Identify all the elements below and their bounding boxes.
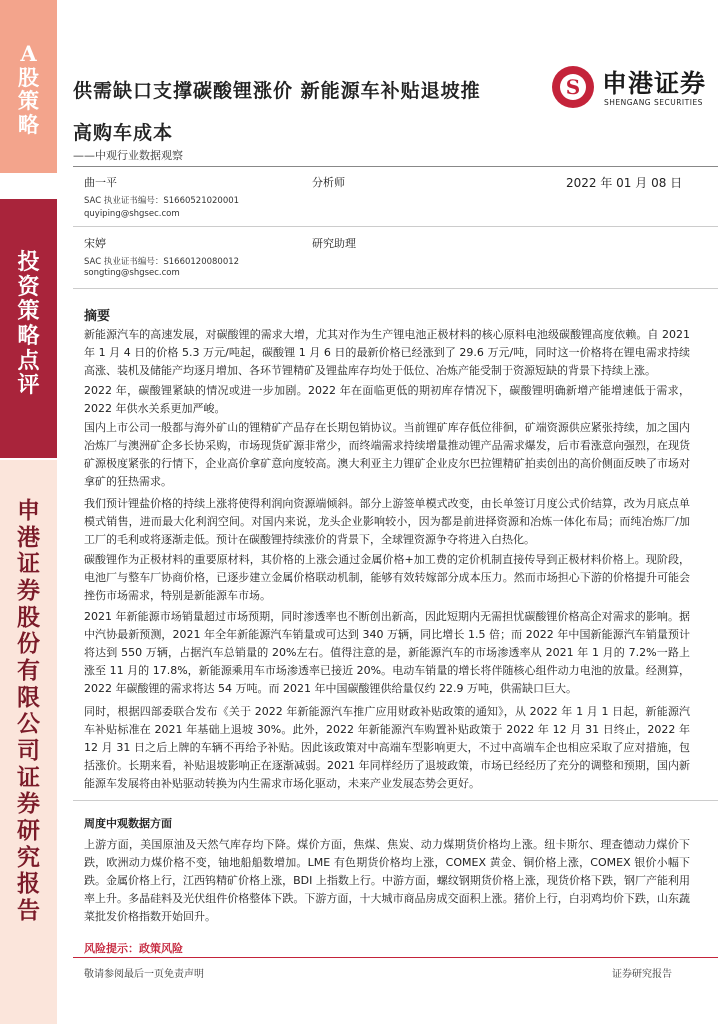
report-title-line1: 供需缺口支撑碳酸锂涨价 新能源车补贴退坡推 xyxy=(73,80,481,102)
sidebar-char: 略 xyxy=(17,322,40,349)
risk-divider xyxy=(73,957,718,958)
footer-disclaimer: 敬请参阅最后一页免责声明 xyxy=(84,969,204,980)
sidebar-char: 评 xyxy=(17,372,40,399)
sidebar-char: 券 xyxy=(17,577,40,605)
sidebar-char: 研 xyxy=(17,817,40,845)
report-subtitle: ——中观行业数据观察 xyxy=(73,149,183,162)
author1-email[interactable]: quyiping@shgsec.com xyxy=(84,209,180,219)
logo-name-cn: 申港证券 xyxy=(602,69,707,98)
author2-email[interactable]: songting@shgsec.com xyxy=(84,268,180,278)
sidebar-char: 报 xyxy=(17,870,40,898)
footer-report-type: 证券研究报告 xyxy=(612,969,672,980)
author-divider xyxy=(73,226,718,227)
author2-name: 宋婷 xyxy=(84,237,106,250)
sidebar-char: 证 xyxy=(17,763,40,791)
sidebar-char: 告 xyxy=(17,897,40,925)
sidebar-char: 股 xyxy=(17,603,40,631)
sidebar-char: 究 xyxy=(17,843,40,871)
sidebar-char: 司 xyxy=(17,737,40,765)
sidebar-report-type-label xyxy=(0,250,57,398)
sidebar-char: 券 xyxy=(17,790,40,818)
sidebar-char: 证 xyxy=(17,550,40,578)
summary-paragraph: 碳酸锂作为正极材料的重要原材料，其价格的上涨会通过金属价格+加工费的定价机制直接传导到正极材料价格上。现阶段，电池厂与整车厂协商价格，已逐步建立金属价格联动机制，能够有效转嫁部分成本压力。然而市场担心下游的价格提升可能会挫伤市场需求，特别是新能源车市场。 xyxy=(84,553,690,602)
sidebar-char: 股 xyxy=(18,64,39,90)
author2-role: 研究助理 xyxy=(312,237,356,250)
weekly-data-heading: 周度中观数据方面 xyxy=(84,817,172,830)
risk-warning: 风险提示：政策风险 xyxy=(84,942,183,955)
sidebar-char: 公 xyxy=(17,710,40,738)
sidebar-char: 投 xyxy=(17,249,40,275)
summary-paragraph: 我们预计锂盐价格的持续上涨将使得利润向资源端倾斜。部分上游签单模式改变，由长单签订月度公式价结算，改为月底点单模式销售，进而最大化利润空间。对国内来说，龙头企业影响较小，因为都是前进择资源和冶炼一体化布局；而纯冶炼厂/加工厂的毛利或将逐渐走低。预计在碳酸锂持续涨价的背景下，全球锂资源争夺将进入白热化。 xyxy=(84,497,690,546)
summary-paragraph: 同时，根据四部委联合发布《关于 2022 年新能源汽车推广应用财政补贴政策的通知》，从 2022 年 1 月 1 日起，新能源汽车补贴标准在 2021 年基础上退坡 30%。此外，2022 年新能源汽车购置补贴政策于 2022 年 12 月 31 日终止，2022 年 12 月 31 日之后上牌的车辆不再给予补贴。因此该政策对中高端车型影响更大，不过中高端车企也相应采取了应对措施，包括涨价。长期来看，补贴退坡影响正在逐渐减弱。2021 年同样经历了退坡政策，市场已经经历了充分的调整和预期，国内新能源车发展将由补贴驱动转换为内生需求市场化驱动，未来产业发展态势会更好。 xyxy=(84,705,690,790)
sidebar-char: 点 xyxy=(17,347,40,374)
author1-role: 分析师 xyxy=(312,176,345,189)
author1-name: 曲一平 xyxy=(84,176,117,189)
section-divider xyxy=(73,800,718,801)
sidebar-char: 申 xyxy=(17,497,40,524)
author1-sac: SAC 执业证书编号：S1660521020001 xyxy=(84,196,240,206)
summary-heading: 摘要 xyxy=(84,309,111,324)
report-date: 2022 年 01 月 08 日 xyxy=(566,176,683,190)
sidebar-char: 策 xyxy=(18,88,39,114)
sidebar-char: 有 xyxy=(17,657,40,685)
author2-sac: SAC 执业证书编号：S1660120080012 xyxy=(84,257,240,267)
logo-name-en: SHENGANG SECURITIES xyxy=(604,98,703,107)
company-logo xyxy=(548,62,718,114)
sidebar-category-label xyxy=(0,42,57,136)
summary-paragraph: 2022 年，碳酸锂紧缺的情况或进一步加剧。2022 年在面临更低的期初库存情况下，碳酸锂明确新增产能增速低于需求，2022 年供水关系更加严峻。 xyxy=(84,384,690,415)
logo-mark-letter: S xyxy=(565,75,581,99)
summary-paragraph: 2021 年新能源市场销量超过市场预期，同时渗透率也不断创出新高，因此短期内无需担忧碳酸锂价格高企对需求的影响。据中汽协最新预测，2021 年全年新能源汽车销量或可达到 340 万辆，同比增长 1.5 倍；而 2022 年中国新能源汽车销量预计将达到 550 万辆，占据汽车总销量的 20%左右。值得注意的是，新能源汽车的市场渗透率从 2021 年 1 月的 7.2%一路上涨至 11 月的 17.8%，新能源乘用车市场渗透率已接近 20%。电动车销量的增长将伴随核心组件动力电池的放量。经测算，2022 年碳酸锂的需求将达 54 万吨。而 2021 年中国碳酸锂供给量仅约 22.9 万吨，供需缺口巨大。 xyxy=(84,610,690,695)
sidebar-char: 资 xyxy=(17,273,40,300)
header-divider xyxy=(73,166,718,167)
sidebar-char: 策 xyxy=(17,298,40,325)
summary-paragraph: 新能源汽车的高速发展，对碳酸锂的需求大增，尤其对作为生产锂电池正极材料的核心原料电池级碳酸锂高度依赖。自 2021 年 1 月 4 日的价格 5.3 万元/吨起，碳酸锂 1 月 6 日的最新价格已经涨到了 29.6 万元/吨，同时这一价格将在锂电需求持续高涨、装机及储能产均逐月增加、各环节锂精矿及锂盐库存均处于低位、冶炼产能受制于资源短缺的背景下持续上涨。 xyxy=(84,328,690,377)
sidebar-char: 港 xyxy=(17,523,40,551)
weekly-data-paragraph: 上游方面，美国原油及天然气库存均下降。煤价方面，焦煤、焦炭、动力煤期货价格均上涨。纽卡斯尔、理查德动力煤价下跌，欧洲动力煤价格不变，铀地船船数增加。LME 有色期货价格均上涨，COMEX 黄金、铜价格上涨，COMEX 银价小幅下跌。金属价格上行，江西钨精矿价格上涨，BDI 上指数上行。中游方面，螺纹钢期货价格上涨，现货价格下跌，钢厂产能利用率上升。多晶硅料及光伏组件价格整体下跌。下游方面，十大城市商品房成交面积上涨。猪价上行，白羽鸡均价下跌，山东蔬菜批发价格指数开始回升。 xyxy=(84,838,690,923)
sidebar-char: A xyxy=(20,41,37,66)
sidebar-char: 份 xyxy=(17,630,40,658)
sidebar-char: 略 xyxy=(18,111,39,137)
sidebar-char: 限 xyxy=(17,683,40,711)
summary-paragraph: 国内上市公司一般都与海外矿山的锂精矿产品存在长期包销协议。当前锂矿库存低位徘徊，矿端资源供应紧张持续，加之国内冶炼厂与澳洲矿企多长协采购，市场现货矿源非常少，而终端需求持续增量推动锂产品需求爆发，后市看涨意向强烈，在现货矿源极度紧张的行情下，企业高价拿矿意向度较高。澳大利亚主力锂矿企业皮尔巴拉锂精矿拍卖创出的高价侧面反映了市场对拿矿的狂热需求。 xyxy=(84,421,690,488)
report-title-line2: 高购车成本 xyxy=(73,122,174,144)
author-divider-2 xyxy=(73,288,718,289)
sidebar-company-label xyxy=(0,498,57,925)
sidebar xyxy=(0,0,57,1024)
